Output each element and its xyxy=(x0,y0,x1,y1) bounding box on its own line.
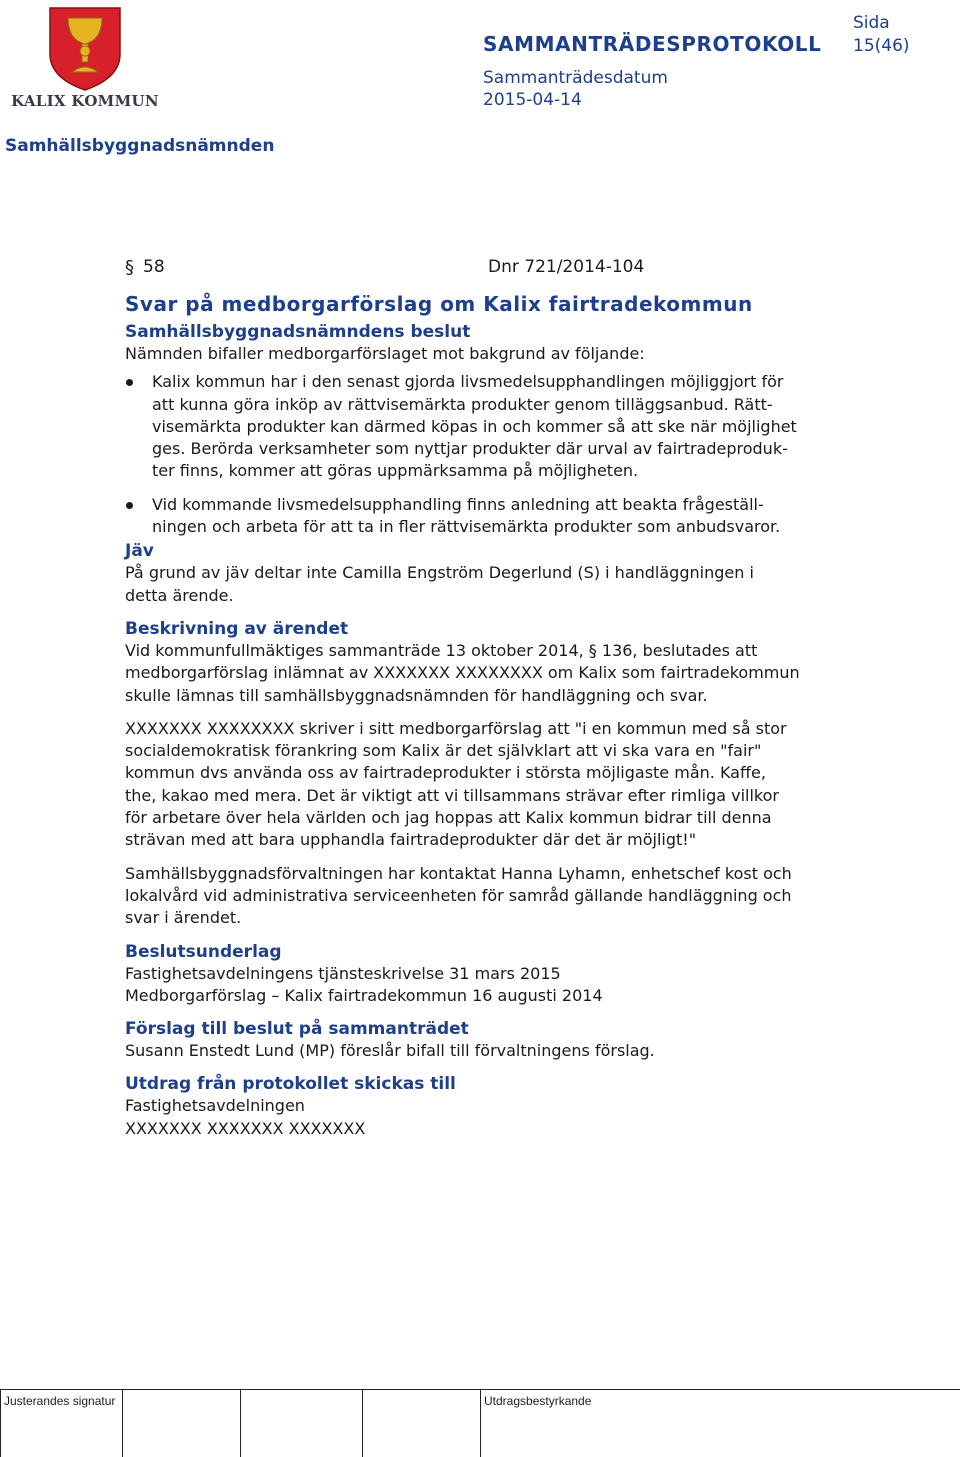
decision-intro: Nämnden bifaller medborgarförslaget mot bakgrund av följande: xyxy=(125,344,645,363)
bullet-line: Vid kommande livsmedelsupphandling finns anledning att beakta frågeställ- xyxy=(152,494,764,514)
description-line: kommun dvs använda oss av fairtradeprodukter i största möjligaste mån. Kaffe, xyxy=(125,763,766,783)
paragraph-sign: § xyxy=(125,257,134,278)
description-line: XXXXXXX XXXXXXXX skriver i sitt medborgarförslag att "i en kommun med så stor xyxy=(125,718,787,738)
signature-cell xyxy=(240,1390,363,1457)
extract-recipient: Fastighetsavdelningen xyxy=(125,1096,305,1116)
case-dnr: Dnr 721/2014-104 xyxy=(488,257,645,277)
list-item xyxy=(125,494,905,539)
description-line: skulle lämnas till samhällsbyggnadsnämnden för handläggning och svar. xyxy=(125,685,708,705)
jav-line: På grund av jäv deltar inte Camilla Engström Degerlund (S) i handläggningen i xyxy=(125,563,754,583)
decision-bullets xyxy=(125,371,905,538)
meeting-date: 2015-04-14 xyxy=(483,90,582,110)
proposal-heading: Förslag till beslut på sammanträdet xyxy=(125,1019,469,1040)
protocol-title: SAMMANTRÄDESPROTOKOLL xyxy=(483,32,822,56)
proposal-line: Susann Enstedt Lund (MP) föreslår bifall till förvaltningens förslag. xyxy=(125,1041,655,1061)
jav-line: detta ärende. xyxy=(125,585,234,605)
bullet-line: ter finns, kommer att göras uppmärksamma på möjligheten. xyxy=(152,461,639,481)
description-line: för arbetare över hela världen och jag hoppas att Kalix kommun bidrar till denna xyxy=(125,808,772,828)
signature-footer xyxy=(0,1389,960,1457)
case-number: 58 xyxy=(143,257,165,277)
description-line: strävan med att bara upphandla fairtradeprodukter där det är möjligt!" xyxy=(125,830,697,850)
decision-heading: Samhällsbyggnadsnämndens beslut xyxy=(125,322,471,342)
bullet-icon xyxy=(126,379,133,386)
description-line: Samhällsbyggnadsförvaltningen har kontaktat Hanna Lyhamn, enhetschef kost och xyxy=(125,863,792,883)
extract-heading: Utdrag från protokollet skickas till xyxy=(125,1074,456,1095)
case-line xyxy=(125,256,905,280)
description-line: Vid kommunfullmäktiges sammanträde 13 oktober 2014, § 136, beslutades att xyxy=(125,640,758,660)
description-line: svar i ärendet. xyxy=(125,908,242,928)
extract-recipient: XXXXXXX XXXXXXX XXXXXXX xyxy=(125,1118,366,1138)
kalix-kommun-logo xyxy=(10,6,160,114)
basis-heading: Beslutsunderlag xyxy=(125,941,282,962)
list-item xyxy=(125,371,905,482)
certification-label: Utdragsbestyrkande xyxy=(484,1394,592,1408)
bullet-line: ningen och arbeta för att ta in fler rättvisemärkta produkter som anbudsvaror. xyxy=(152,517,781,537)
bullet-line: ges. Berörda verksamheter som nyttjar produkter där urval av fairtradeproduk- xyxy=(152,439,788,459)
page-number: 15(46) xyxy=(853,36,910,56)
signature-cell xyxy=(362,1390,481,1457)
bullet-line: Kalix kommun har i den senast gjorda livsmedelsupphandlingen möjliggjort för xyxy=(152,372,784,392)
bullet-line: visemärkta produkter kan därmed köpas in och kommer så att ske när möjlighet xyxy=(152,416,797,436)
meeting-date-label: Sammanträdesdatum xyxy=(483,68,668,88)
description-heading: Beskrivning av ärendet xyxy=(125,618,349,639)
description-line: socialdemokratisk förankring som Kalix är det självklart att vi ska vara en "fair" xyxy=(125,741,762,761)
coat-of-arms-icon xyxy=(10,6,160,92)
basis-line: Fastighetsavdelningens tjänsteskrivelse 31 mars 2015 xyxy=(125,963,561,983)
committee-name: Samhällsbyggnadsnämnden xyxy=(5,136,275,156)
signature-cell xyxy=(122,1390,241,1457)
document-body xyxy=(125,256,905,1140)
jav-heading: Jäv xyxy=(125,541,154,562)
description-line: lokalvård vid administrativa serviceenheten för samråd gällande handläggning och xyxy=(125,885,792,905)
description-line: medborgarförslag inlämnat av XXXXXXX XXXXXXXX om Kalix som fairtradekommun xyxy=(125,663,800,683)
bullet-line: att kunna göra inköp av rättvisemärkta produkter genom tilläggsanbud. Rätt- xyxy=(152,394,773,414)
description-line: the, kakao med mera. Det är viktigt att vi tillsammans strävar efter rimliga villkor xyxy=(125,785,779,805)
bullet-icon xyxy=(126,502,133,509)
logo-text: KALIX KOMMUN xyxy=(11,92,159,110)
signature-label: Justerandes signatur xyxy=(4,1394,116,1408)
case-title: Svar på medborgarförslag om Kalix fairtradekommun xyxy=(125,292,753,316)
basis-line: Medborgarförslag – Kalix fairtradekommun 16 augusti 2014 xyxy=(125,985,603,1005)
page-label: Sida xyxy=(853,13,890,33)
